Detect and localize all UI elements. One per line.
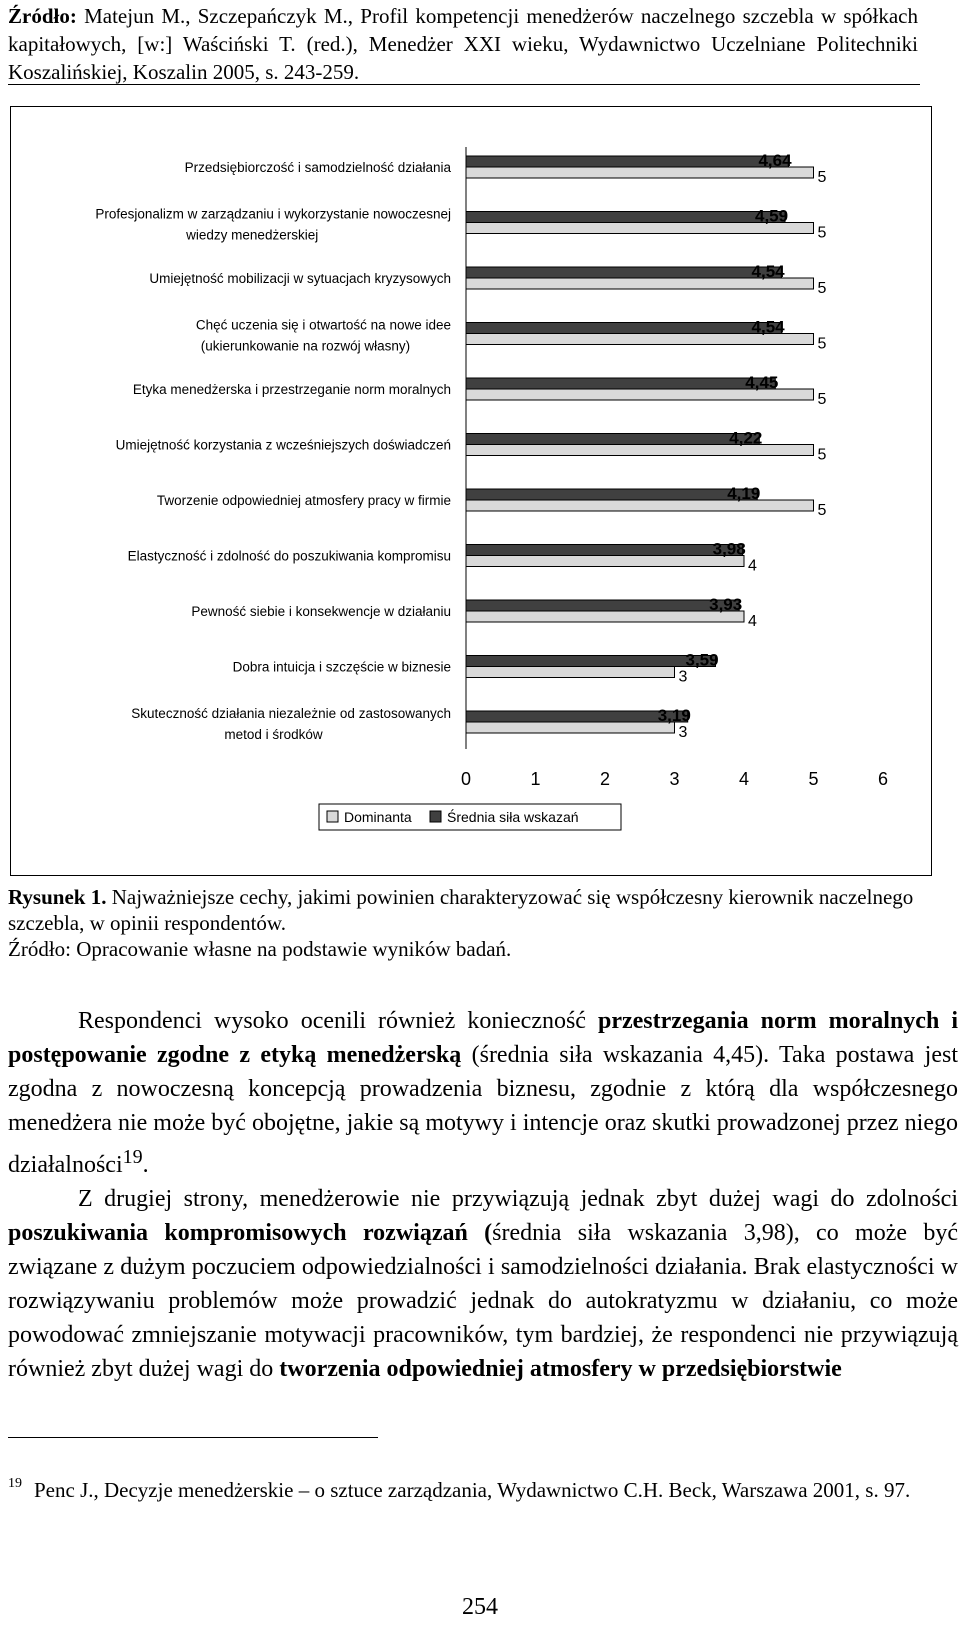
dominant-value-label: 3 bbox=[678, 668, 688, 686]
footnote-number: 19 bbox=[8, 1476, 22, 1491]
footnote-separator bbox=[8, 1437, 378, 1438]
mean-bar bbox=[466, 156, 788, 167]
category-label: Umiejętność mobilizacji w sytuacjach kryzysowych bbox=[149, 271, 451, 286]
text-run: . bbox=[142, 1152, 149, 1178]
mean-bar bbox=[466, 545, 743, 556]
dominant-value-label: 5 bbox=[817, 335, 827, 353]
bar-chart-figure bbox=[10, 106, 932, 876]
bold-text-run: tworzenia odpowiedniej atmosfery w przedsiębiorstwie bbox=[279, 1356, 842, 1382]
caption-label: Rysunek 1. bbox=[8, 885, 107, 909]
x-tick-label: 6 bbox=[877, 769, 889, 789]
caption-text: Najważniejsze cechy, jakimi powinien charakteryzować się współczesny kierownik naczelnego szczebla, w opinii respondentów. bbox=[8, 885, 914, 935]
category-label: Skuteczność działania niezależnie od zastosowanych metod i środków bbox=[131, 706, 451, 742]
bold-text-run: poszukiwania kompromisowych rozwiązań ( bbox=[8, 1220, 493, 1246]
mean-bar bbox=[466, 323, 782, 334]
mean-value-label: 4,64 bbox=[758, 151, 792, 170]
mean-value-label: 3,19 bbox=[657, 706, 691, 725]
mean-bar bbox=[466, 212, 785, 223]
paragraph-1 bbox=[8, 1004, 958, 1182]
mean-bar bbox=[466, 656, 716, 667]
source-text: Matejun M., Szczepańczyk M., Profil kompetencji menedżerów naczelnego szczebla w spółkach kapitałowych, [w:] Waściński T. (red.), Menedżer XXI wieku, Wydawnictwo Uczelniane Politechniki Koszalińskiej, Koszalin 2005, s. 243-259. bbox=[8, 4, 919, 84]
mean-value-label: 4,54 bbox=[751, 262, 785, 281]
mean-value-label: 4,59 bbox=[755, 206, 789, 226]
bar-chart bbox=[11, 107, 931, 875]
category-label: Tworzenie odpowiedniej atmosfery pracy w firmie bbox=[156, 493, 451, 508]
mean-bar bbox=[466, 600, 739, 611]
horizontal-rule bbox=[8, 84, 920, 85]
dominant-bar bbox=[466, 722, 675, 733]
mean-value-label: 4,22 bbox=[729, 428, 763, 448]
footnote bbox=[8, 1468, 958, 1506]
mean-value-label: 4,54 bbox=[751, 317, 785, 337]
mean-bar bbox=[466, 434, 759, 445]
footnote-reference: 19 bbox=[122, 1146, 143, 1168]
page-number: 254 bbox=[462, 1594, 498, 1620]
bold-text-run: przestrzegania norm moralnych i postępowanie zgodne z etyką menedżerską bbox=[8, 1008, 958, 1068]
mean-bar bbox=[466, 267, 782, 278]
x-tick-label: 1 bbox=[530, 769, 541, 789]
dominant-value-label: 5 bbox=[817, 502, 827, 519]
mean-value-label: 4,45 bbox=[745, 373, 779, 392]
dominant-value-label: 4 bbox=[748, 613, 757, 630]
x-tick-label: 2 bbox=[599, 769, 611, 789]
text-run: Z drugiej strony, menedżerowie nie przywiązują jednak zbyt dużej wagi do zdolności bbox=[78, 1186, 958, 1212]
dominant-value-label: 3 bbox=[678, 724, 688, 741]
mean-value-label: 3,93 bbox=[709, 595, 743, 614]
dominant-value-label: 5 bbox=[817, 169, 827, 186]
mean-bar bbox=[466, 378, 775, 389]
category-label: Etyka menedżerska i przestrzeganie norm moralnych bbox=[132, 382, 451, 397]
category-label: Elastyczność i zdolność do poszukiwania kompromisu bbox=[127, 548, 451, 564]
legend-label-dominanta: Dominanta bbox=[344, 809, 412, 825]
dominant-value-label: 4 bbox=[748, 557, 757, 575]
text-run: Respondenci wysoko ocenili również konieczność bbox=[78, 1008, 598, 1034]
category-label: Pewność siebie i konsekwencje w działaniu bbox=[191, 604, 451, 619]
legend-label-srednia: Średnia siła wskazań bbox=[447, 809, 579, 825]
dominant-value-label: 5 bbox=[817, 224, 827, 242]
caption-source: Źródło: Opracowanie własne na podstawie wyników badań. bbox=[8, 937, 512, 961]
body-text bbox=[8, 1004, 958, 1386]
category-label: Profesjonalizm w zarządzaniu i wykorzystanie nowoczesnej wiedzy menedżerskiej bbox=[95, 206, 451, 243]
mean-value-label: 4,19 bbox=[727, 484, 761, 503]
dominant-bar bbox=[466, 556, 744, 567]
text-run: (średnia siła wskazania 4,45). Taka postawa jest zgodna z nowoczesną koncepcją prowadzenia biznesu, zgodnie z którą dla współczesnego menedżera nie może być obojętne, jakie są motywy i intencje oraz skutki prowadzonej przez niego działalności bbox=[8, 1042, 958, 1178]
mean-value-label: 3,59 bbox=[685, 650, 719, 670]
dominant-bar bbox=[466, 667, 675, 678]
mean-value-label: 3,98 bbox=[712, 539, 746, 559]
dominant-value-label: 5 bbox=[817, 446, 827, 464]
dominant-bar bbox=[466, 500, 814, 511]
figure-caption bbox=[8, 884, 958, 962]
mean-bar bbox=[466, 489, 757, 500]
category-label: Dobra intuicja i szczęście w biznesie bbox=[232, 659, 451, 675]
category-label: Chęć uczenia się i otwartość na nowe idee (ukierunkowanie na rozwój własny) bbox=[195, 317, 451, 354]
dominant-value-label: 5 bbox=[817, 391, 827, 408]
category-label: Przedsiębiorczość i samodzielność działania bbox=[184, 160, 451, 175]
legend-swatch-srednia bbox=[430, 811, 441, 822]
x-tick-label: 4 bbox=[738, 769, 750, 789]
legend-swatch-dominanta bbox=[327, 811, 338, 822]
paragraph-2 bbox=[8, 1182, 958, 1386]
x-tick-label: 5 bbox=[808, 769, 819, 789]
source-label: Źródło: bbox=[8, 4, 77, 28]
source-citation-top bbox=[8, 2, 918, 86]
x-tick-label: 0 bbox=[460, 769, 472, 789]
category-label: Umiejętność korzystania z wcześniejszych doświadczeń bbox=[115, 437, 451, 453]
text-run: średnia siła wskazania 3,98), co może być związane z dużym poczuciem odpowiedzialności i samodzielności działania. Brak elastyczności w rozwiązywaniu problemów może prowadzić jednak do autokratyzmu w działaniu, co może powodować zmniejszanie motywacji pracowników, tym bardziej, że respondenci nie przywiązują również zbyt dużej wagi do bbox=[8, 1220, 958, 1382]
x-tick-label: 3 bbox=[669, 769, 680, 789]
dominant-bar bbox=[466, 611, 744, 622]
footnote-text: Penc J., Decyzje menedżerskie – o sztuce zarządzania, Wydawnictwo C.H. Beck, Warszawa 2001, s. 97. bbox=[34, 1478, 911, 1502]
dominant-value-label: 5 bbox=[817, 280, 827, 297]
mean-bar bbox=[466, 711, 688, 722]
